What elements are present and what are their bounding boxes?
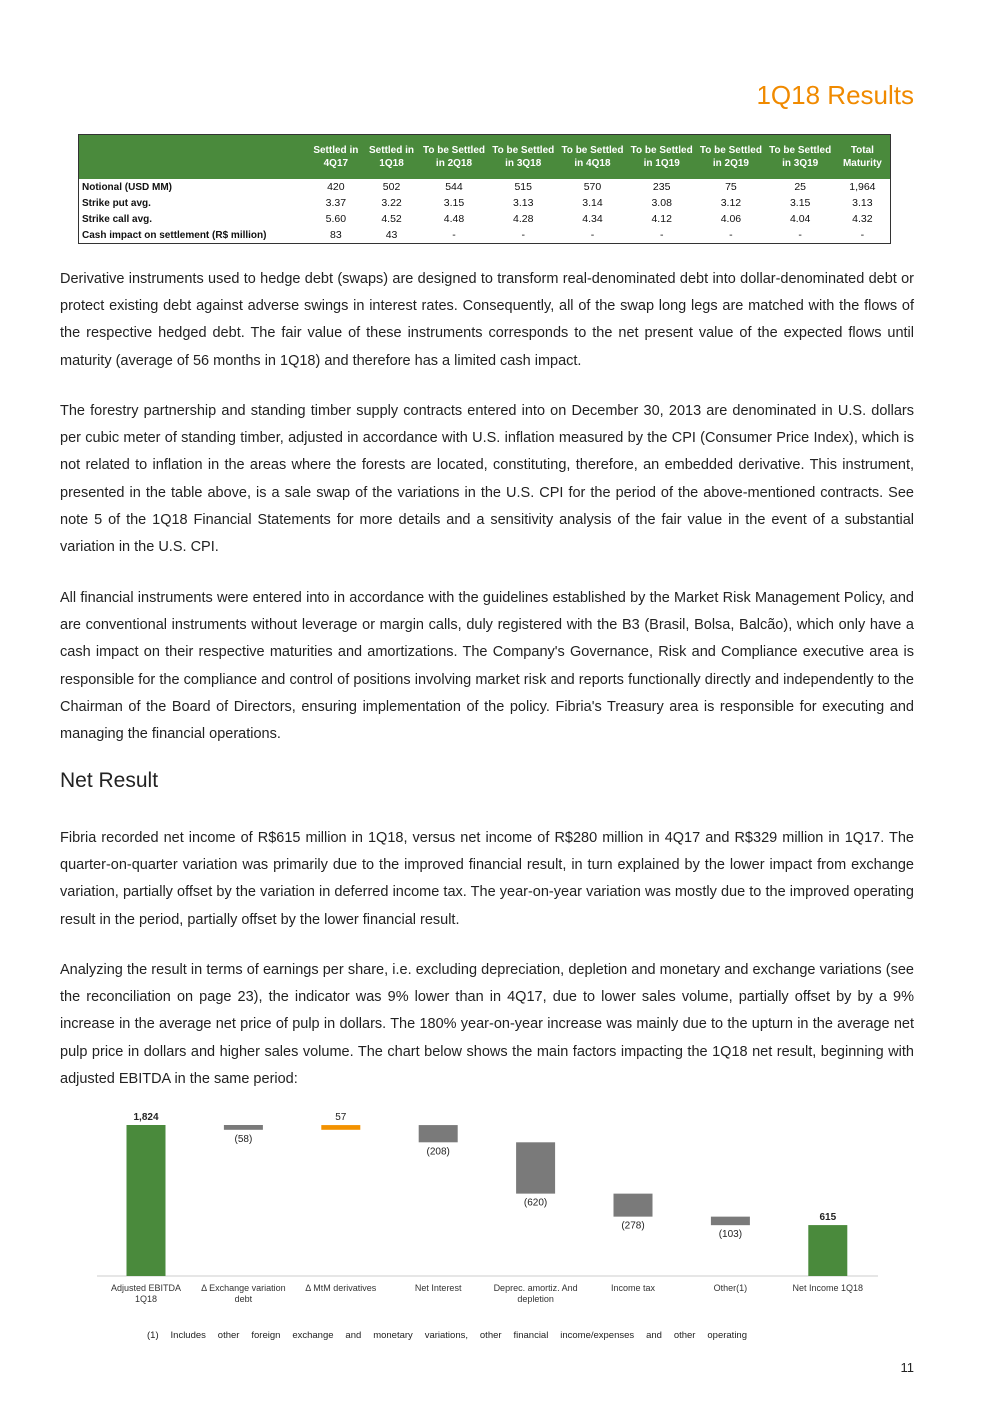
- waterfall-bar: [127, 1125, 166, 1276]
- waterfall-bar: [321, 1125, 360, 1130]
- category-label: Income tax: [610, 1283, 656, 1293]
- paragraph-swaps: Derivative instruments used to hedge debt (swaps) are designed to transform real-denominated debt into dollar-denominated debt or protect existing debt against adverse swings in interest rates. Consequently, all of the swap long legs are matched with the flows of the respective hedged debt. The fair value of these instruments corresponds to the net present value of the expected flows until maturity (average of 56 months in 1Q18) and therefore has a limited cash impact.: [60, 271, 914, 369]
- chart-footnote: (1) Includes other foreign exchange and monetary variations, other financial income/expenses and other operating: [147, 1330, 747, 1341]
- table-cell: 43: [385, 229, 398, 241]
- category-label: Other(1): [713, 1283, 748, 1293]
- table-cell: 420: [327, 181, 345, 193]
- data-label: 57: [335, 1112, 347, 1124]
- table-cell: 3.22: [381, 197, 402, 209]
- paragraph-net-income: Fibria recorded net income of R$615 million in 1Q18, versus net income of R$280 million in 4Q17 and R$329 million in 1Q17. The quarter-on-quarter variation was primarily due to the improved financial result, in turn explained by the lower impact from exchange variation, partially offset by the variation in deferred income tax. The year-on-year variation was mostly due to the improved operating result in the period, partially offset by the lower financial result.: [60, 830, 914, 928]
- row-label: Strike call avg.: [82, 213, 153, 225]
- waterfall-bar: [419, 1125, 458, 1142]
- column-header: Settled in 1Q18: [364, 135, 420, 180]
- waterfall-bar: [224, 1125, 263, 1130]
- table-cell: 3.08: [651, 197, 672, 209]
- data-label: (103): [718, 1229, 743, 1241]
- table-cell: 4.06: [720, 213, 742, 225]
- table-cell: -: [659, 229, 664, 241]
- table-cell: -: [729, 229, 733, 241]
- category-label: Net Interest: [414, 1283, 462, 1293]
- data-label: (278): [621, 1220, 645, 1232]
- table-cell: 75: [725, 181, 737, 193]
- table-cell: 3.37: [325, 197, 347, 209]
- row-label: Strike put avg.: [82, 197, 151, 209]
- section-title-net-result: Net Result: [60, 769, 159, 792]
- table-cell: 3.15: [443, 197, 465, 209]
- waterfall-bar: [808, 1225, 847, 1276]
- category-label: Adjusted EBITDA 1Q18: [110, 1283, 182, 1304]
- row-label: Notional (USD MM): [82, 181, 172, 193]
- column-header: To be Settled in 1Q19: [627, 135, 696, 180]
- data-label: 615: [819, 1212, 837, 1224]
- report-title: 1Q18 Results: [756, 80, 914, 110]
- table-cell: 3.15: [789, 197, 811, 209]
- table-cell: 5.60: [325, 213, 347, 225]
- table-cell: 544: [445, 181, 463, 193]
- table-cell: 1,964: [849, 181, 876, 193]
- table-cell: -: [521, 229, 525, 241]
- table-cell: 3.13: [852, 197, 873, 209]
- column-header: Total Maturity: [835, 135, 891, 180]
- data-label: (208): [426, 1146, 450, 1158]
- table-cell: -: [590, 229, 595, 241]
- category-label: Deprec. amortiz. And depletion: [493, 1283, 578, 1304]
- column-header: To be Settled in 3Q19: [766, 135, 835, 180]
- data-label: 1,824: [133, 1112, 159, 1123]
- column-header: To be Settled in 2Q19: [696, 135, 765, 180]
- table-cell: 25: [794, 181, 806, 193]
- table-cell: 235: [652, 181, 671, 193]
- table-cell: 570: [583, 181, 602, 193]
- row-label: Cash impact on settlement (R$ million): [82, 229, 267, 241]
- waterfall-bar: [516, 1142, 555, 1193]
- category-label: Δ MtM derivatives: [305, 1283, 377, 1293]
- table-cell: 4.04: [789, 213, 811, 225]
- column-header: Settled in 4Q17: [308, 135, 364, 180]
- column-header: To be Settled in 2Q18: [419, 135, 488, 180]
- table-cell: 4.12: [651, 213, 672, 225]
- table-cell: 515: [514, 181, 532, 193]
- column-header: To be Settled in 3Q18: [489, 135, 558, 180]
- paragraph-policy: All financial instruments were entered into in accordance with the guidelines established by the Market Risk Management Policy, and are conventional instruments without leverage or margin calls, duly registered with the B3 (Brasil, Bolsa, Balcão), which only have a cash impact on their respective maturities and amortizations. The Company's Governance, Risk and Compliance executive area is responsible for the compliance and control of positions involving market risk and reports functionally directly and independently to the Chairman of the Board of Directors, ensuring implementation of the policy. Fibria's Treasury area is responsible for executing and managing the financial operations.: [60, 590, 914, 743]
- paragraph-eps: Analyzing the result in terms of earnings per share, i.e. excluding depreciation, depletion and monetary and exchange variations (see the reconciliation on page 23), the indicator was 9% lower than in 4Q17, due to lower sales volume, partially offset by by a 9% increase in the average net price of pulp in dollars. The 180% year-on-year increase was mainly due to the upturn in the average net pulp price in dollars and higher sales volume. The chart below shows the main factors impacting the 1Q18 net result, beginning with adjusted EBITDA in the same period:: [60, 962, 914, 1087]
- column-header: To be Settled in 4Q18: [558, 135, 627, 180]
- waterfall-bar: [711, 1217, 750, 1226]
- table-cell: 4.48: [443, 213, 465, 225]
- data-label: (58): [234, 1133, 253, 1145]
- table-cell: 4.34: [582, 213, 603, 225]
- table-cell: 502: [382, 181, 401, 193]
- table-cell: -: [452, 229, 456, 241]
- page-number: 11: [900, 1360, 914, 1375]
- category-label: Net Income 1Q18: [792, 1283, 864, 1293]
- table-cell: 3.13: [513, 197, 534, 209]
- table-cell: 83: [330, 229, 342, 241]
- waterfall-bar: [614, 1194, 653, 1217]
- table-cell: -: [860, 229, 865, 241]
- data-label: (620): [523, 1197, 548, 1209]
- table-cell: 3.12: [720, 197, 742, 209]
- table-cell: 4.28: [513, 213, 534, 225]
- category-label: Δ Exchange variation debt: [201, 1283, 286, 1304]
- table-cell: 3.14: [582, 197, 603, 209]
- table-cell: 4.32: [852, 213, 873, 225]
- table-cell: 4.52: [381, 213, 402, 225]
- paragraph-forestry: The forestry partnership and standing timber supply contracts entered into on December 30, 2013 are denominated in U.S. dollars per cubic meter of standing timber, adjusted in accordance with U.S. inflation measured by the CPI (Consumer Price Index), which is not related to inflation in the areas where the forests are located, constituting, therefore, an embedded derivative. This instrument, presented in the table above, is a sale swap of the variations in the U.S. CPI for the period of the above-mentioned contracts. See note 5 of the 1Q18 Financial Statements for more details and a sensitivity analysis of the fair value in the event of a substantial variation in the U.S. CPI.: [60, 403, 914, 556]
- table-cell: -: [798, 229, 802, 241]
